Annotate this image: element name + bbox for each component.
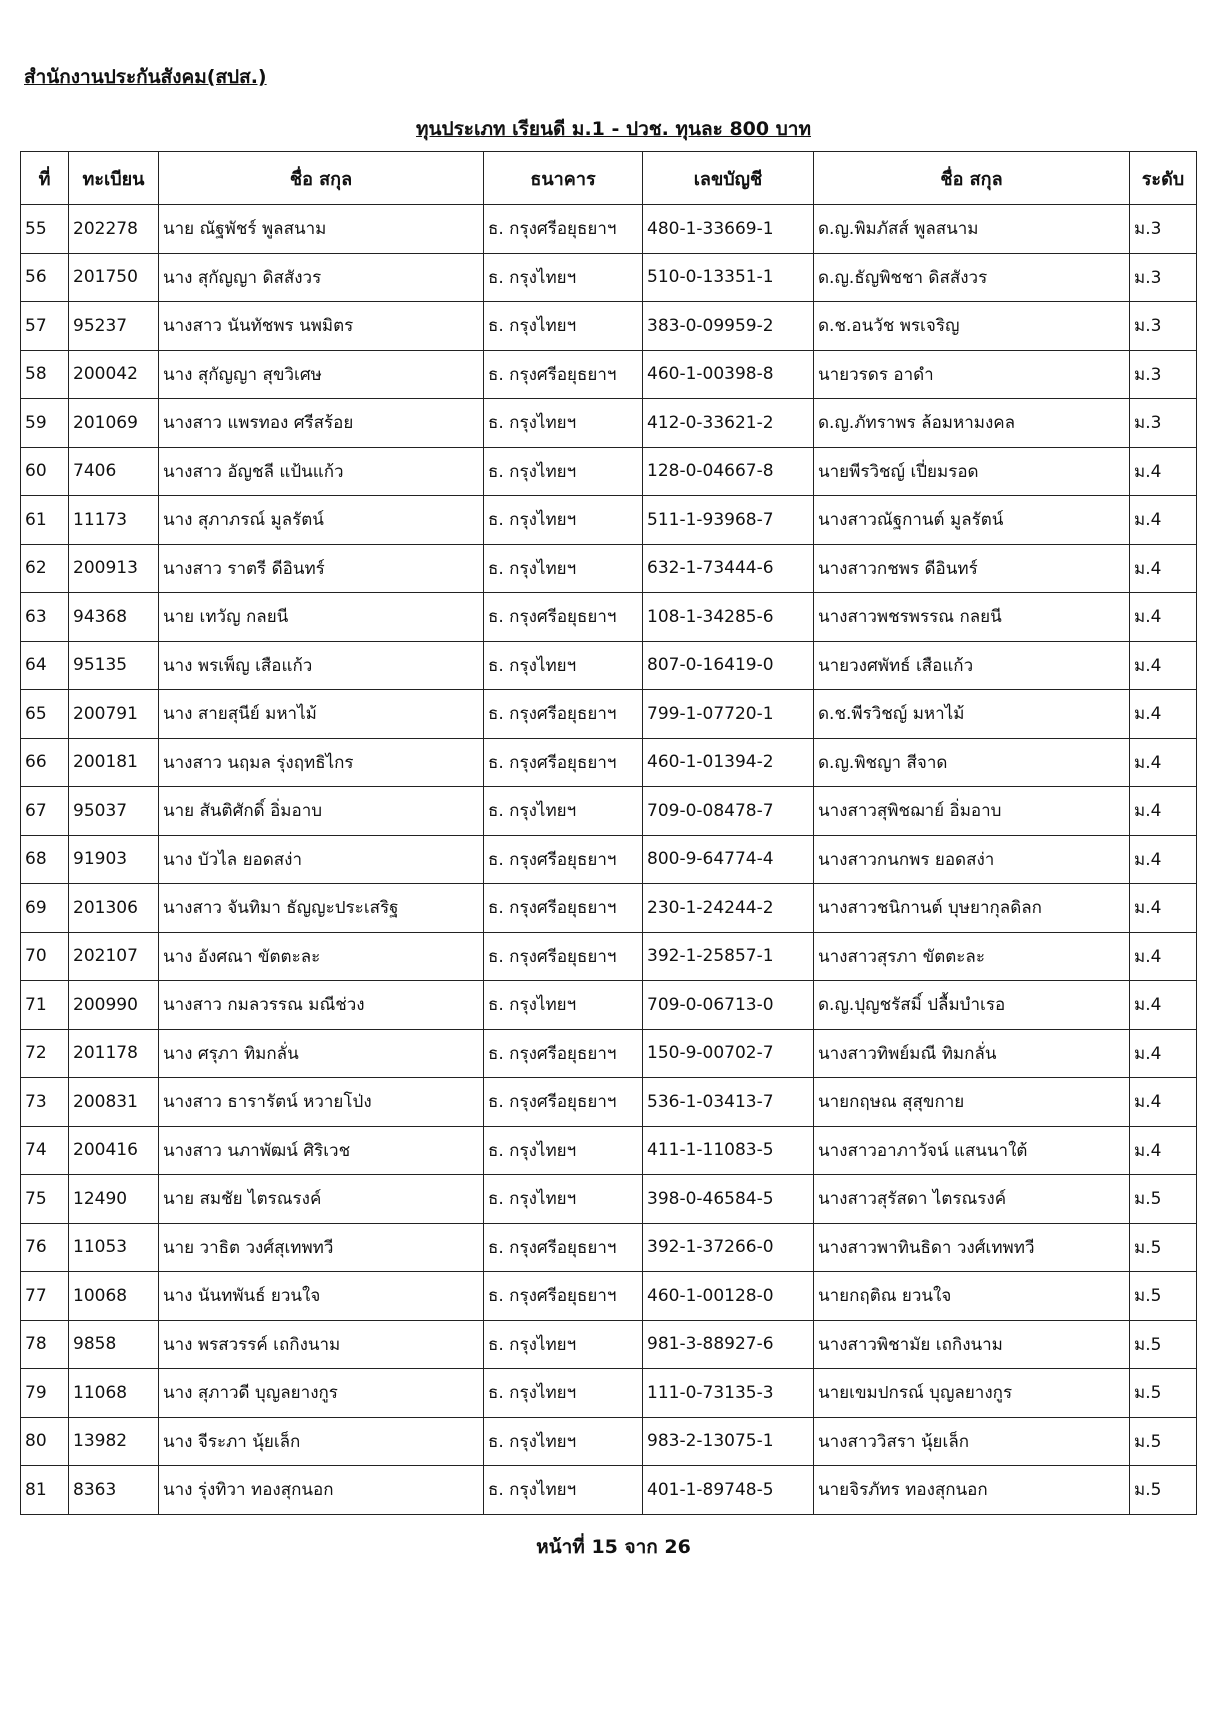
account-number: 981-3-88927-6 bbox=[643, 1320, 814, 1369]
row-number: 62 bbox=[21, 544, 69, 593]
account-number: 709-0-08478-7 bbox=[643, 787, 814, 836]
student-name: นางสาวพิชามัย เถกิงนาม bbox=[814, 1320, 1130, 1369]
account-number: 800-9-64774-4 bbox=[643, 835, 814, 884]
registration-number: 91903 bbox=[69, 835, 159, 884]
table-row bbox=[21, 253, 1197, 302]
education-level: ม.3 bbox=[1130, 253, 1197, 302]
registration-number: 95237 bbox=[69, 302, 159, 351]
registration-number: 201069 bbox=[69, 399, 159, 448]
registration-number: 200791 bbox=[69, 690, 159, 739]
account-number: 150-9-00702-7 bbox=[643, 1029, 814, 1078]
bank-name: ธ. กรุงไทยฯ bbox=[484, 1320, 643, 1369]
student-name: นางสาววิสรา นุ้ยเล็ก bbox=[814, 1417, 1130, 1466]
table-row bbox=[21, 787, 1197, 836]
table-row bbox=[21, 350, 1197, 399]
row-number: 81 bbox=[21, 1466, 69, 1515]
insured-name: นางสาว กมลวรรณ มณีช่วง bbox=[159, 981, 484, 1030]
bank-name: ธ. กรุงศรีอยุธยาฯ bbox=[484, 932, 643, 981]
education-level: ม.4 bbox=[1130, 835, 1197, 884]
row-number: 55 bbox=[21, 205, 69, 254]
row-number: 76 bbox=[21, 1223, 69, 1272]
table-row bbox=[21, 399, 1197, 448]
table-row bbox=[21, 1320, 1197, 1369]
bank-name: ธ. กรุงศรีอยุธยาฯ bbox=[484, 593, 643, 642]
bank-name: ธ. กรุงศรีอยุธยาฯ bbox=[484, 738, 643, 787]
insured-name: นาง สุภาภรณ์ มูลรัตน์ bbox=[159, 496, 484, 545]
bank-name: ธ. กรุงศรีอยุธยาฯ bbox=[484, 1029, 643, 1078]
insured-name: นางสาว นันทัชพร นพมิตร bbox=[159, 302, 484, 351]
registration-number: 201178 bbox=[69, 1029, 159, 1078]
account-number: 383-0-09959-2 bbox=[643, 302, 814, 351]
organization-title: สำนักงานประกันสังคม(สปส.) bbox=[24, 66, 267, 88]
registration-number: 200990 bbox=[69, 981, 159, 1030]
registration-number: 13982 bbox=[69, 1417, 159, 1466]
insured-name: นางสาว ราตรี ดีอินทร์ bbox=[159, 544, 484, 593]
row-number: 65 bbox=[21, 690, 69, 739]
table-row bbox=[21, 981, 1197, 1030]
row-number: 73 bbox=[21, 1078, 69, 1127]
page-number: หน้าที่ 15 จาก 26 bbox=[536, 1536, 691, 1558]
bank-name: ธ. กรุงศรีอยุธยาฯ bbox=[484, 690, 643, 739]
registration-number: 200913 bbox=[69, 544, 159, 593]
table-row bbox=[21, 593, 1197, 642]
student-name: นายกฤษณ สุสุขกาย bbox=[814, 1078, 1130, 1127]
row-number: 66 bbox=[21, 738, 69, 787]
row-number: 60 bbox=[21, 447, 69, 496]
insured-name: นาง บัวไล ยอดสง่า bbox=[159, 835, 484, 884]
scholarship-caption: ทุนประเภท เรียนดี ม.1 - ปวช. ทุนละ 800 บาท bbox=[416, 118, 811, 140]
account-number: 510-0-13351-1 bbox=[643, 253, 814, 302]
account-number: 480-1-33669-1 bbox=[643, 205, 814, 254]
insured-name: นาย ณัฐพัชร์ พูลสนาม bbox=[159, 205, 484, 254]
table-row bbox=[21, 1223, 1197, 1272]
education-level: ม.4 bbox=[1130, 884, 1197, 933]
bank-name: ธ. กรุงไทยฯ bbox=[484, 302, 643, 351]
education-level: ม.4 bbox=[1130, 738, 1197, 787]
registration-number: 200042 bbox=[69, 350, 159, 399]
registration-number: 12490 bbox=[69, 1175, 159, 1224]
row-number: 79 bbox=[21, 1369, 69, 1418]
insured-name: นาง ศรุภา ทิมกลั่น bbox=[159, 1029, 484, 1078]
education-level: ม.4 bbox=[1130, 496, 1197, 545]
table-row bbox=[21, 1369, 1197, 1418]
registration-number: 11053 bbox=[69, 1223, 159, 1272]
insured-name: นาย วาธิต วงศ์สุเทพทวี bbox=[159, 1223, 484, 1272]
row-number: 68 bbox=[21, 835, 69, 884]
table-body bbox=[21, 205, 1197, 1515]
registration-number: 200181 bbox=[69, 738, 159, 787]
insured-name: นาง รุ่งทิวา ทองสุกนอก bbox=[159, 1466, 484, 1515]
student-name: นางสาวพชรพรรณ กลยนี bbox=[814, 593, 1130, 642]
bank-name: ธ. กรุงไทยฯ bbox=[484, 447, 643, 496]
row-number: 59 bbox=[21, 399, 69, 448]
row-number: 63 bbox=[21, 593, 69, 642]
row-number: 58 bbox=[21, 350, 69, 399]
column-header-no: ที่ bbox=[21, 152, 69, 205]
registration-number: 95135 bbox=[69, 641, 159, 690]
bank-name: ธ. กรุงไทยฯ bbox=[484, 981, 643, 1030]
table-row bbox=[21, 1029, 1197, 1078]
student-name: ด.ญ.พิมภัสส์ พูลสนาม bbox=[814, 205, 1130, 254]
bank-name: ธ. กรุงไทยฯ bbox=[484, 399, 643, 448]
education-level: ม.5 bbox=[1130, 1272, 1197, 1321]
row-number: 56 bbox=[21, 253, 69, 302]
education-level: ม.4 bbox=[1130, 447, 1197, 496]
bank-name: ธ. กรุงไทยฯ bbox=[484, 1175, 643, 1224]
row-number: 71 bbox=[21, 981, 69, 1030]
row-number: 75 bbox=[21, 1175, 69, 1224]
student-name: นางสาวสุรัสดา ไตรณรงค์ bbox=[814, 1175, 1130, 1224]
row-number: 74 bbox=[21, 1126, 69, 1175]
account-number: 983-2-13075-1 bbox=[643, 1417, 814, 1466]
column-header-level: ระดับ bbox=[1130, 152, 1197, 205]
account-number: 108-1-34285-6 bbox=[643, 593, 814, 642]
table-row bbox=[21, 302, 1197, 351]
insured-name: นาย เทวัญ กลยนี bbox=[159, 593, 484, 642]
row-number: 78 bbox=[21, 1320, 69, 1369]
table-header-row bbox=[21, 152, 1197, 205]
account-number: 511-1-93968-7 bbox=[643, 496, 814, 545]
bank-name: ธ. กรุงไทยฯ bbox=[484, 1417, 643, 1466]
insured-name: นาย สันติศักดิ์ อิ่มอาบ bbox=[159, 787, 484, 836]
bank-name: ธ. กรุงศรีอยุธยาฯ bbox=[484, 205, 643, 254]
account-number: 401-1-89748-5 bbox=[643, 1466, 814, 1515]
scholarship-table bbox=[20, 151, 1197, 1515]
student-name: ด.ญ.พิชญา สีจาด bbox=[814, 738, 1130, 787]
registration-number: 94368 bbox=[69, 593, 159, 642]
table-row bbox=[21, 1417, 1197, 1466]
registration-number: 201306 bbox=[69, 884, 159, 933]
bank-name: ธ. กรุงศรีอยุธยาฯ bbox=[484, 884, 643, 933]
row-number: 72 bbox=[21, 1029, 69, 1078]
insured-name: นางสาว แพรทอง ศรีสร้อย bbox=[159, 399, 484, 448]
column-header-insured-name: ชื่อ สกุล bbox=[159, 152, 484, 205]
account-number: 536-1-03413-7 bbox=[643, 1078, 814, 1127]
student-name: นางสาวพาทินธิดา วงศ์เทพทวี bbox=[814, 1223, 1130, 1272]
education-level: ม.4 bbox=[1130, 1126, 1197, 1175]
insured-name: นางสาว นฤมล รุ่งฤทธิไกร bbox=[159, 738, 484, 787]
bank-name: ธ. กรุงไทยฯ bbox=[484, 544, 643, 593]
education-level: ม.5 bbox=[1130, 1175, 1197, 1224]
account-number: 460-1-00398-8 bbox=[643, 350, 814, 399]
account-number: 398-0-46584-5 bbox=[643, 1175, 814, 1224]
table-row bbox=[21, 496, 1197, 545]
registration-number: 200416 bbox=[69, 1126, 159, 1175]
bank-name: ธ. กรุงไทยฯ bbox=[484, 253, 643, 302]
account-number: 632-1-73444-6 bbox=[643, 544, 814, 593]
account-number: 392-1-37266-0 bbox=[643, 1223, 814, 1272]
education-level: ม.3 bbox=[1130, 399, 1197, 448]
education-level: ม.3 bbox=[1130, 302, 1197, 351]
row-number: 67 bbox=[21, 787, 69, 836]
registration-number: 11068 bbox=[69, 1369, 159, 1418]
student-name: ด.ช.อนวัช พรเจริญ bbox=[814, 302, 1130, 351]
account-number: 709-0-06713-0 bbox=[643, 981, 814, 1030]
student-name: นายเขมปกรณ์ บุญลยางกูร bbox=[814, 1369, 1130, 1418]
table-row bbox=[21, 835, 1197, 884]
bank-name: ธ. กรุงไทยฯ bbox=[484, 787, 643, 836]
bank-name: ธ. กรุงไทยฯ bbox=[484, 1466, 643, 1515]
education-level: ม.3 bbox=[1130, 350, 1197, 399]
insured-name: นาง อังศณา ขัตตะละ bbox=[159, 932, 484, 981]
column-header-account-number: เลขบัญชี bbox=[643, 152, 814, 205]
bank-name: ธ. กรุงไทยฯ bbox=[484, 1369, 643, 1418]
row-number: 64 bbox=[21, 641, 69, 690]
column-header-registration: ทะเบียน bbox=[69, 152, 159, 205]
insured-name: นางสาว ธารารัตน์ หวายโป่ง bbox=[159, 1078, 484, 1127]
registration-number: 11173 bbox=[69, 496, 159, 545]
insured-name: นาง สุภาวดี บุญลยางกูร bbox=[159, 1369, 484, 1418]
student-name: นายวรดร อาดำ bbox=[814, 350, 1130, 399]
insured-name: นาง นันทพันธ์ ยวนใจ bbox=[159, 1272, 484, 1321]
insured-name: นาง สุกัญญา ดิสสังวร bbox=[159, 253, 484, 302]
student-name: นายพีรวิชญ์ เปี่ยมรอด bbox=[814, 447, 1130, 496]
insured-name: นาง พรเพ็ญ เสือแก้ว bbox=[159, 641, 484, 690]
student-name: นางสาวกชพร ดีอินทร์ bbox=[814, 544, 1130, 593]
registration-number: 7406 bbox=[69, 447, 159, 496]
bank-name: ธ. กรุงไทยฯ bbox=[484, 1126, 643, 1175]
insured-name: นาง สายสุนีย์ มหาไม้ bbox=[159, 690, 484, 739]
student-name: นายกฤติณ ยวนใจ bbox=[814, 1272, 1130, 1321]
education-level: ม.3 bbox=[1130, 205, 1197, 254]
row-number: 70 bbox=[21, 932, 69, 981]
student-name: ด.ช.พีรวิชญ์ มหาไม้ bbox=[814, 690, 1130, 739]
education-level: ม.4 bbox=[1130, 690, 1197, 739]
student-name: นายวงศพัทธ์ เสือแก้ว bbox=[814, 641, 1130, 690]
student-name: นางสาวสุพิชฌาย์ อิ่มอาบ bbox=[814, 787, 1130, 836]
table-row bbox=[21, 690, 1197, 739]
insured-name: นาง สุกัญญา สุขวิเศษ bbox=[159, 350, 484, 399]
row-number: 61 bbox=[21, 496, 69, 545]
education-level: ม.5 bbox=[1130, 1417, 1197, 1466]
insured-name: นางสาว อัญชลี แป้นแก้ว bbox=[159, 447, 484, 496]
student-name: นางสาวณัฐกานต์ มูลรัตน์ bbox=[814, 496, 1130, 545]
table-row bbox=[21, 738, 1197, 787]
student-name: นางสาวอาภาวัจน์ แสนนาใต้ bbox=[814, 1126, 1130, 1175]
student-name: นางสาวชนิกานต์ บุษยากุลดิลก bbox=[814, 884, 1130, 933]
table-row bbox=[21, 1078, 1197, 1127]
registration-number: 200831 bbox=[69, 1078, 159, 1127]
account-number: 807-0-16419-0 bbox=[643, 641, 814, 690]
student-name: นายจิรภัทร ทองสุกนอก bbox=[814, 1466, 1130, 1515]
student-name: นางสาวกนกพร ยอดสง่า bbox=[814, 835, 1130, 884]
education-level: ม.5 bbox=[1130, 1369, 1197, 1418]
table-row bbox=[21, 1175, 1197, 1224]
bank-name: ธ. กรุงไทยฯ bbox=[484, 496, 643, 545]
row-number: 77 bbox=[21, 1272, 69, 1321]
education-level: ม.4 bbox=[1130, 1029, 1197, 1078]
registration-number: 8363 bbox=[69, 1466, 159, 1515]
table-row bbox=[21, 544, 1197, 593]
table-row bbox=[21, 884, 1197, 933]
table-row bbox=[21, 205, 1197, 254]
registration-number: 10068 bbox=[69, 1272, 159, 1321]
education-level: ม.5 bbox=[1130, 1223, 1197, 1272]
bank-name: ธ. กรุงศรีอยุธยาฯ bbox=[484, 835, 643, 884]
account-number: 460-1-01394-2 bbox=[643, 738, 814, 787]
registration-number: 202107 bbox=[69, 932, 159, 981]
education-level: ม.4 bbox=[1130, 1078, 1197, 1127]
bank-name: ธ. กรุงไทยฯ bbox=[484, 641, 643, 690]
insured-name: นาง พรสวรรค์ เถกิงนาม bbox=[159, 1320, 484, 1369]
account-number: 128-0-04667-8 bbox=[643, 447, 814, 496]
table-row bbox=[21, 447, 1197, 496]
insured-name: นางสาว จันทิมา ธัญญะประเสริฐ bbox=[159, 884, 484, 933]
bank-name: ธ. กรุงศรีอยุธยาฯ bbox=[484, 1272, 643, 1321]
student-name: ด.ญ.ภัทราพร ล้อมหามงคล bbox=[814, 399, 1130, 448]
account-number: 460-1-00128-0 bbox=[643, 1272, 814, 1321]
account-number: 230-1-24244-2 bbox=[643, 884, 814, 933]
registration-number: 95037 bbox=[69, 787, 159, 836]
column-header-student-name: ชื่อ สกุล bbox=[814, 152, 1130, 205]
table-row bbox=[21, 1272, 1197, 1321]
education-level: ม.5 bbox=[1130, 1466, 1197, 1515]
table-row bbox=[21, 641, 1197, 690]
education-level: ม.5 bbox=[1130, 1320, 1197, 1369]
row-number: 69 bbox=[21, 884, 69, 933]
row-number: 57 bbox=[21, 302, 69, 351]
account-number: 392-1-25857-1 bbox=[643, 932, 814, 981]
student-name: ด.ญ.ปุญชรัสมิ์ ปลื้มบำเรอ bbox=[814, 981, 1130, 1030]
education-level: ม.4 bbox=[1130, 981, 1197, 1030]
education-level: ม.4 bbox=[1130, 932, 1197, 981]
education-level: ม.4 bbox=[1130, 641, 1197, 690]
bank-name: ธ. กรุงศรีอยุธยาฯ bbox=[484, 1078, 643, 1127]
insured-name: นาย สมชัย ไตรณรงค์ bbox=[159, 1175, 484, 1224]
table-row bbox=[21, 1466, 1197, 1515]
education-level: ม.4 bbox=[1130, 544, 1197, 593]
student-name: นางสาวสุรภา ขัตตะละ bbox=[814, 932, 1130, 981]
bank-name: ธ. กรุงศรีอยุธยาฯ bbox=[484, 1223, 643, 1272]
table-row bbox=[21, 932, 1197, 981]
insured-name: นางสาว นภาพัฒน์ ศิริเวช bbox=[159, 1126, 484, 1175]
account-number: 412-0-33621-2 bbox=[643, 399, 814, 448]
account-number: 111-0-73135-3 bbox=[643, 1369, 814, 1418]
student-name: ด.ญ.ธัญพิชชา ดิสสังวร bbox=[814, 253, 1130, 302]
table-row bbox=[21, 1126, 1197, 1175]
student-name: นางสาวทิพย์มณี ทิมกลั่น bbox=[814, 1029, 1130, 1078]
registration-number: 201750 bbox=[69, 253, 159, 302]
insured-name: นาง จีระภา นุ้ยเล็ก bbox=[159, 1417, 484, 1466]
bank-name: ธ. กรุงศรีอยุธยาฯ bbox=[484, 350, 643, 399]
registration-number: 202278 bbox=[69, 205, 159, 254]
education-level: ม.4 bbox=[1130, 593, 1197, 642]
education-level: ม.4 bbox=[1130, 787, 1197, 836]
account-number: 411-1-11083-5 bbox=[643, 1126, 814, 1175]
column-header-bank: ธนาคาร bbox=[484, 152, 643, 205]
row-number: 80 bbox=[21, 1417, 69, 1466]
account-number: 799-1-07720-1 bbox=[643, 690, 814, 739]
registration-number: 9858 bbox=[69, 1320, 159, 1369]
